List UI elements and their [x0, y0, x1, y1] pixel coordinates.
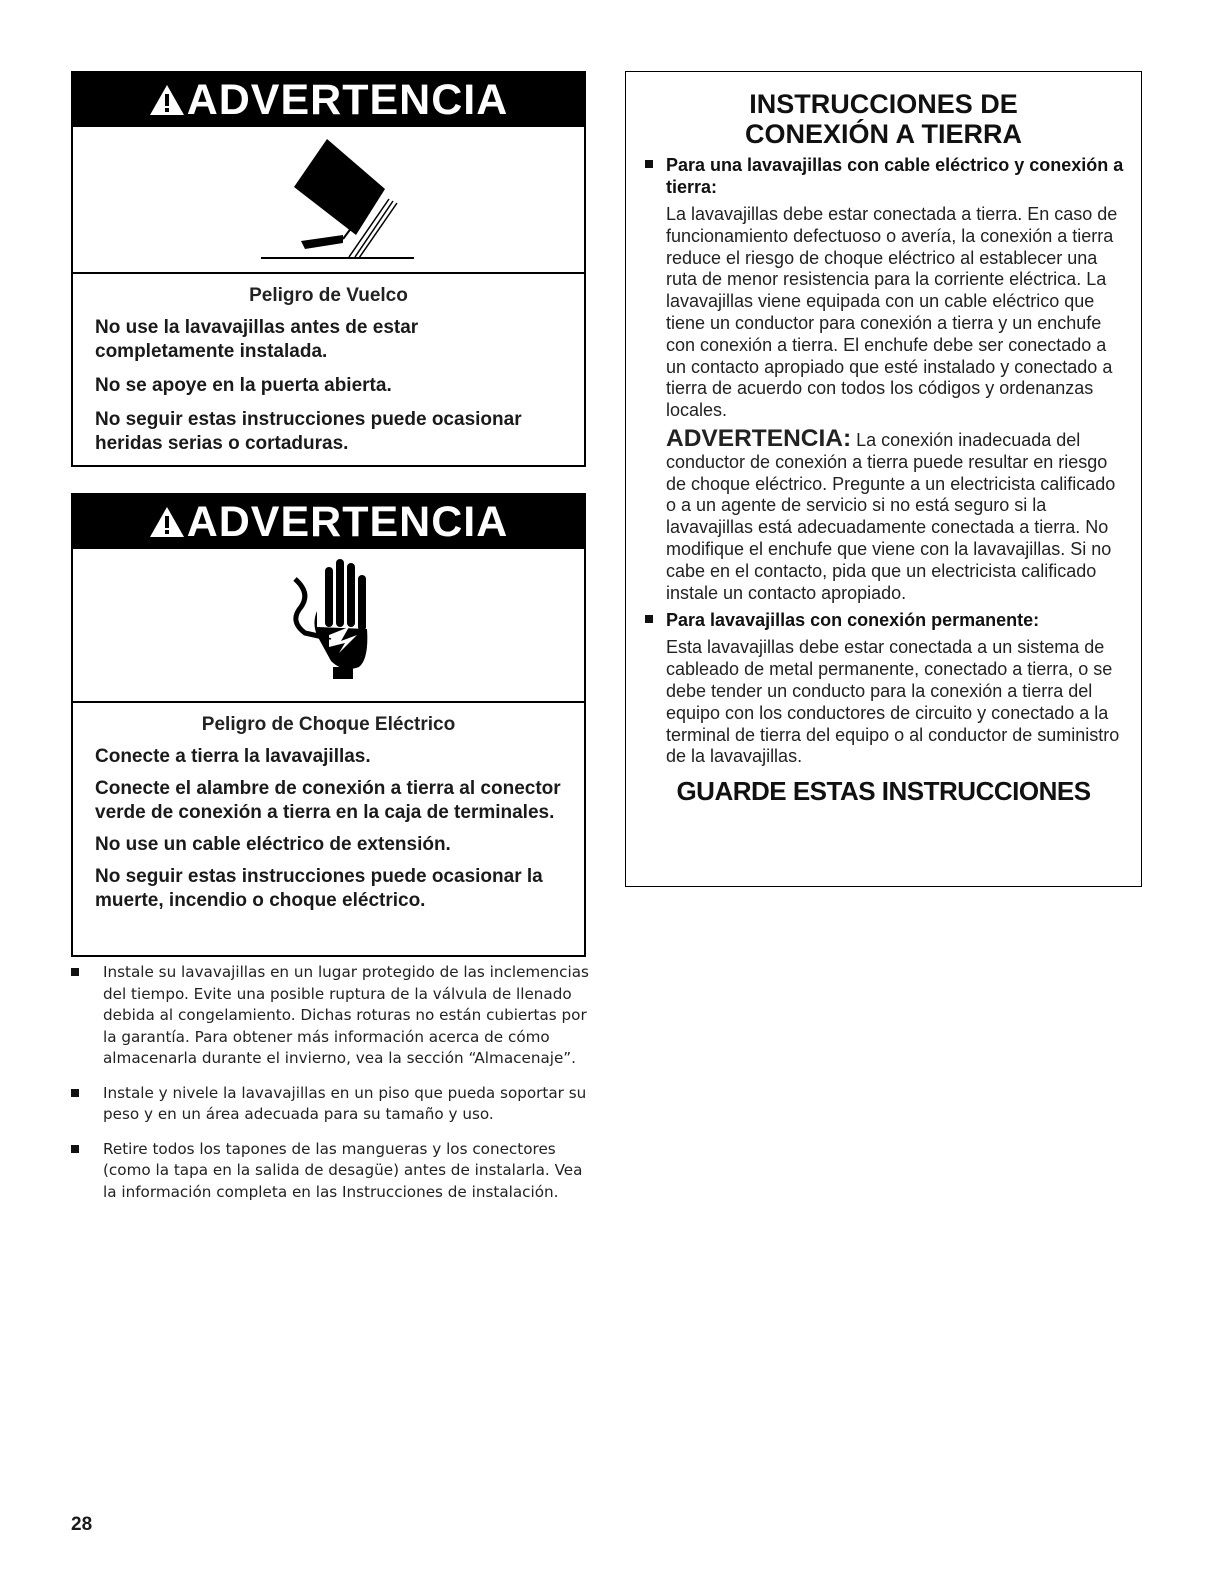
bullet-icon — [71, 968, 79, 976]
warning-line: No seguir estas instrucciones puede ocasionar heridas serias o cortaduras. — [95, 409, 522, 454]
electric-shock-pictogram — [73, 549, 584, 703]
permanent-section — [626, 609, 1141, 768]
warning-line: No use la lavavajillas antes de estar completamente instalada. — [95, 317, 419, 362]
list-item — [71, 1139, 591, 1204]
warning-line: No seguir estas instrucciones puede ocasionar la muerte, incendio o choque eléctrico. — [95, 866, 543, 911]
section-heading-text: Para lavavajillas con conexión permanente: — [666, 610, 1040, 631]
page-number: 28 — [71, 1514, 93, 1535]
warning-line: No se apoye en la puerta abierta. — [95, 375, 392, 396]
hazard-title: Peligro de Vuelco — [249, 285, 408, 306]
installation-bullet-list — [71, 962, 591, 1216]
bullet-icon — [71, 1145, 79, 1153]
list-item-text: Instale su lavavajillas en un lugar protegido de las inclemencias del tiempo. Evite una posible ruptura de la válvula de llenado debida al congelamiento. Dichas roturas no están cubiertas por la garantía. Para obtener más información acerca de cómo almacenarla durante el invierno, vea la sección “Almacenaje”. — [103, 963, 589, 1067]
list-item — [71, 1083, 591, 1126]
grounding-title-line: INSTRUCCIONES DE — [749, 89, 1018, 119]
bullet-icon — [645, 615, 653, 623]
grounding-title-line: CONEXIÓN A TIERRA — [744, 119, 1022, 149]
hazard-title: Peligro de Choque Eléctrico — [201, 714, 456, 735]
warning-header — [73, 495, 584, 549]
warning-header-text: ADVERTENCIA — [186, 75, 509, 124]
electric-shock-icon — [73, 549, 584, 703]
section-text: La lavavajillas debe estar conectada a tierra. En caso de funcionamiento defectuoso o avería, la conexión a tierra reduce el riesgo de choque eléctrico al establecer una ruta de menor resistencia para la corriente eléctrica. La lavavajillas viene equipada con un cable eléctrico que tiene un conductor para conexión a tierra y un enchufe con conexión a tierra. El enchufe debe ser conectado a un contacto apropiado que esté instalado y conectado a tierra de acuerdo con todos los códigos y ordenanzas locales. — [666, 204, 1118, 421]
bullet-icon — [71, 1089, 79, 1097]
section-text: Esta lavavajillas debe estar conectada a un sistema de cableado de metal permanente, conectado a tierra, o se debe tender un conducto para la conexión a tierra del equipo con los conductores de circuito y conectado a la terminal de tierra del equipo o al conductor de suministro de la lavavajillas. — [666, 637, 1120, 767]
grounding-title — [626, 89, 1141, 149]
warning-header-text: ADVERTENCIA — [186, 497, 509, 546]
list-item-text: Instale y nivele la lavavajillas en un piso que pueda soportar su peso y en un área adecuada para su tamaño y uso. — [103, 1083, 587, 1123]
bullet-icon — [645, 160, 653, 168]
warning-line: Conecte a tierra la lavavajillas. — [95, 746, 371, 767]
warning-text: La conexión inadecuada del conductor de conexión a tierra puede resultar en riesgo de choque eléctrico. Pregunte a un electricista calificado o a un agente de servicio si no está seguro si la lavavajillas está adecuadamente conectada a tierra. No modifique el enchufe que viene con la lavavajillas. Si no cabe en el contacto, pida que un electricista calificado instale un contacto apropiado. — [666, 429, 1116, 603]
save-instructions-footer: GUARDE ESTAS INSTRUCCIONES — [676, 776, 1091, 807]
warning-triangle-icon — [149, 505, 185, 539]
section-heading — [666, 154, 1127, 198]
warning-header — [73, 73, 584, 127]
tip-over-warning-box — [71, 71, 586, 467]
section-heading — [666, 609, 1127, 631]
list-item-text: Retire todos los tapones de las mangueras y los conectores (como la tapa en la salida de desagüe) antes de instalarla. Vea la información completa en las Instrucciones de instalación. — [103, 1139, 583, 1201]
tip-over-pictogram — [73, 127, 584, 274]
electric-shock-warning-box — [71, 493, 586, 957]
tip-over-icon — [73, 127, 584, 274]
corded-section — [626, 154, 1141, 604]
warning-triangle-icon — [149, 83, 185, 117]
warning-label: ADVERTENCIA: — [666, 424, 852, 452]
list-item — [71, 962, 591, 1070]
warning-paragraph — [666, 424, 1127, 604]
section-heading-text: Para una lavavajillas con cable eléctrico y conexión a tierra: — [666, 155, 1124, 197]
grounding-instructions-box — [625, 71, 1142, 887]
warning-line: No use un cable eléctrico de extensión. — [95, 834, 451, 855]
warning-line: Conecte el alambre de conexión a tierra al conector verde de conexión a tierra en la caja de terminales. — [95, 778, 561, 823]
